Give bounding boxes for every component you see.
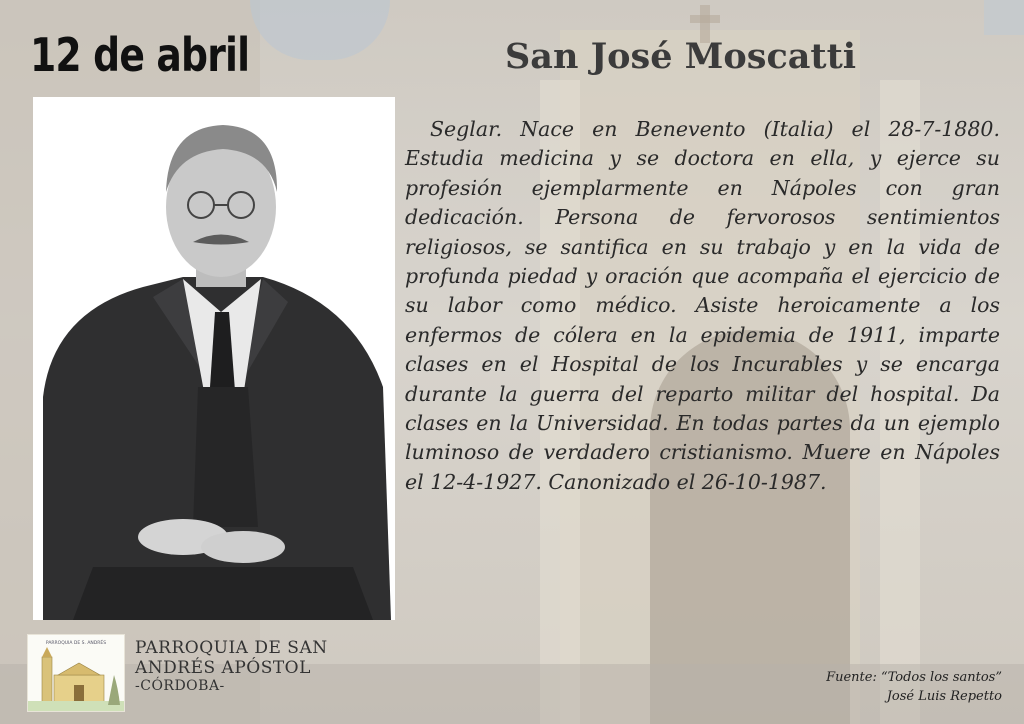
cross-bar — [690, 15, 720, 23]
feast-date: 12 de abril — [30, 28, 250, 82]
sky-patch-right — [984, 0, 1024, 35]
saint-portrait-photo — [33, 97, 395, 620]
sky-patch — [250, 0, 390, 60]
source-credit — [826, 668, 1002, 706]
parish-church-icon — [28, 635, 124, 711]
saint-name-title: San José Moscatti — [505, 36, 857, 77]
parish-logo — [27, 634, 125, 712]
source-book: Fuente: “Todos los santos” — [826, 670, 1002, 685]
portrait-illustration — [33, 97, 395, 620]
parish-name-line2: ANDRÉS APÓSTOL — [135, 658, 311, 678]
parish-city: -CÓRDOBA- — [135, 678, 225, 694]
saint-biography-text: Seglar. Nace en Benevento (Italia) el 28-7-1880. Estudia medicina y se doctora en ella, y ejerce su profesión ejemplarmente en Nápoles con gran dedicación. Persona de fervorosos sentimientos religiosos, se santifica en su trabajo y en la vida de profunda piedad y oración que acompaña el ejercicio de su labor como médico. Asiste heroicamente a los enfermos de cólera en la epidemia de 1911, imparte clases en el Hospital de los Incurables y se encarga durante la guerra del reparto militar del hospital. Da clases en la Universidad. En todas partes da un ejemplo luminoso de verdadero cristianismo. Muere en Nápoles el 12-4-1927. Canonizado el 26-10-1987. — [405, 117, 1000, 494]
parish-name-line1: PARROQUIA DE SAN — [135, 638, 328, 658]
parish-name — [135, 638, 328, 694]
source-author: José Luis Repetto — [886, 689, 1002, 704]
logo-caption: PARROQUIA DE S. ANDRÉS — [45, 641, 107, 646]
